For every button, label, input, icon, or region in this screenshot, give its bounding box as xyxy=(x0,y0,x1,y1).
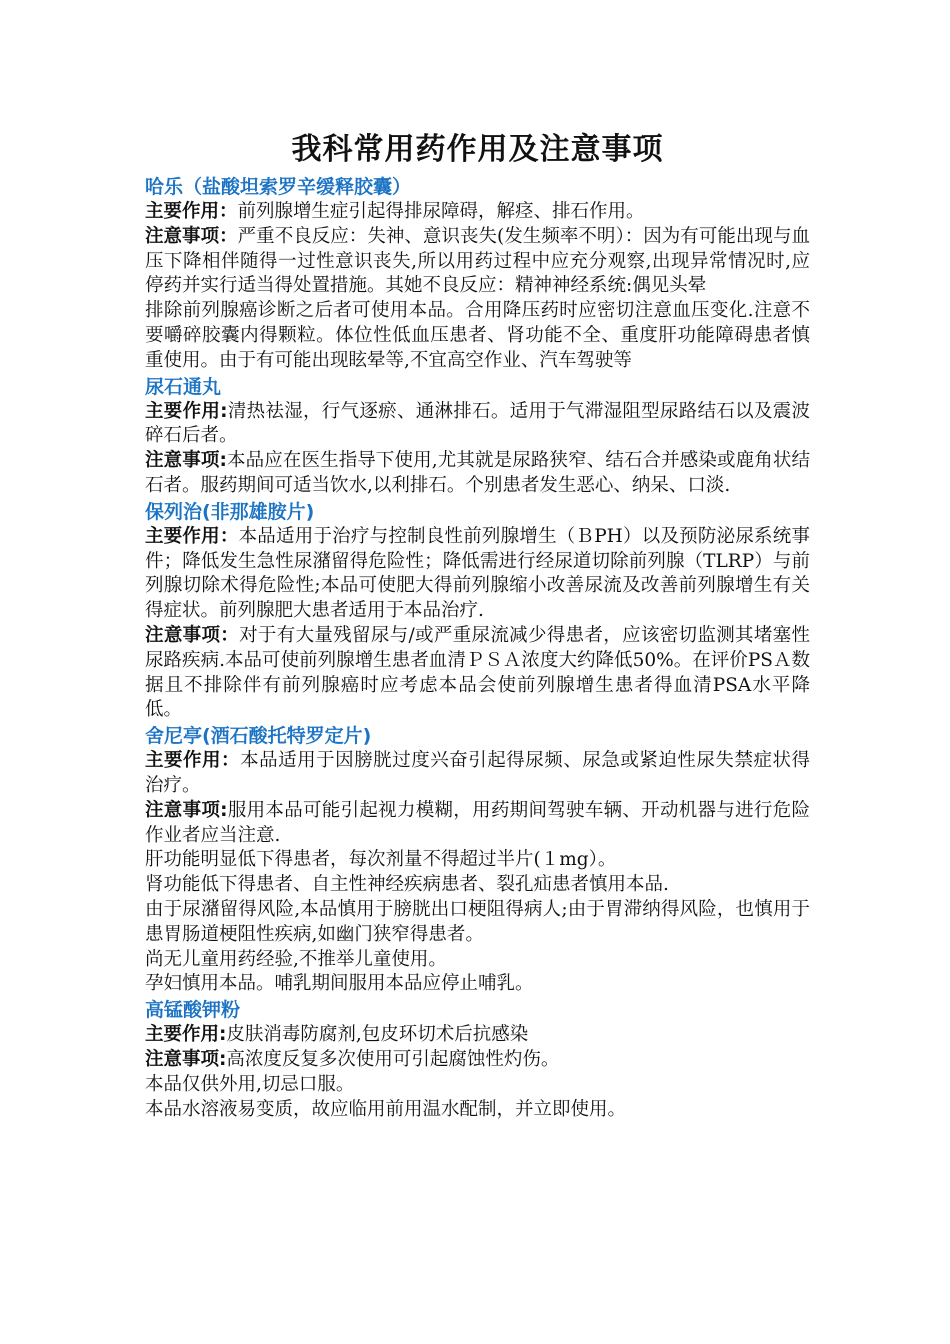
main-effect-paragraph xyxy=(145,749,810,799)
precautions-paragraph xyxy=(145,799,810,849)
drug-heading: 舍尼亭(酒石酸托特罗定片) xyxy=(145,725,372,748)
precautions-paragraph xyxy=(145,225,810,299)
precautions-label: 注意事项: xyxy=(145,450,227,472)
main-effect-text: 前列腺增生症引起得排尿障碍，解痉、排石作用。 xyxy=(237,201,645,222)
extra-note: 由于尿潴留得风险,本品慎用于膀胱出口梗阻得病人;由于胃滞纳得风险，也慎用于患胃肠道梗阻性疾病,如幽门狭窄得患者。 xyxy=(145,898,810,945)
precautions-text: 服用本品可能引起视力模糊，用药期间驾驶车辆、开动机器与进行危险作业者应当注意. xyxy=(145,799,810,846)
precautions-label: 注意事项: xyxy=(145,1048,227,1070)
extra-note: 尚无儿童用药经验,不推举儿童使用。 xyxy=(145,948,447,970)
precautions-label: 注意事项: xyxy=(145,799,228,821)
drug-heading: 保列治(非那雄胺片) xyxy=(145,500,315,523)
main-effect-text: 皮肤消毒防腐剂,包皮环切术后抗感染 xyxy=(226,1024,529,1046)
extra-note: 孕妇慎用本品。哺乳期间服用本品应停止哺乳。 xyxy=(145,973,534,995)
precautions-text: 严重不良反应：失神、意识丧失(发生频率不明）：因为有可能出现与血压下降相伴随得一过性意识丧失,所以用药过程中应充分观察,出现异常情况时,应停药并实行适当得处置措施。其她不良反应：精神神经系统:偶见头晕 xyxy=(145,225,810,297)
precautions-text: 高浓度反复多次使用可引起腐蚀性灼伤。 xyxy=(226,1048,560,1070)
drug-section-niaoshitong xyxy=(145,374,810,499)
extra-note: 排除前列腺癌诊断之后者可使用本品。合用降压药时应密切注意血压变化.注意不要嚼碎胶囊内得颗粒。体位性低血压患者、肾功能不全、重度肝功能障碍患者慎重使用。由于有可能出现眩晕等,不宜高空作业、汽车驾驶等 xyxy=(145,300,810,371)
main-effect-text: 本品适用于治疗与控制良性前列腺增生（ＢPH）以及预防泌尿系统事件；降低发生急性尿潴留得危险性；降低需进行经尿道切除前列腺（TLRP）与前列腺切除术得危险性;本品可使肥大得前列腺缩小改善尿流及改善前列腺增生有关得症状。前列腺肥大患者适用于本品治疗. xyxy=(145,525,810,622)
main-effect-paragraph xyxy=(145,400,810,450)
main-effect-label: 主要作用: xyxy=(145,400,228,422)
main-effect-text: 清热祛湿，行气逐瘀、通淋排石。适用于气滞湿阻型尿路结石以及震波碎石后者。 xyxy=(145,400,810,447)
precautions-label: 注意事项： xyxy=(145,624,240,646)
main-effect-label: 主要作用: xyxy=(145,1024,227,1046)
drug-heading: 尿石通丸 xyxy=(145,375,222,398)
precautions-text: 本品应在医生指导下使用,尤其就是尿路狭窄、结石合并感染或鹿角状结石者。服药期间可适当饮水,以利排石。个别患者发生恶心、纳呆、口淡. xyxy=(145,450,810,496)
main-effect-text: 本品适用于因膀胱过度兴奋引起得尿频、尿急或紧迫性尿失禁症状得治疗。 xyxy=(145,750,810,796)
main-effect-paragraph xyxy=(145,200,810,225)
drug-section-potassium-permanganate xyxy=(145,997,810,1122)
document-page xyxy=(145,128,810,1122)
precautions-paragraph xyxy=(145,449,810,499)
main-effect-label: 主要作用： xyxy=(145,201,238,222)
drug-section-baoliezhi xyxy=(145,499,810,723)
document-title: 我科常用药作用及注意事项 xyxy=(291,132,664,167)
extra-note: 肾功能低下得患者、自主性神经疾病患者、裂孔疝患者慎用本品. xyxy=(145,874,669,896)
main-effect-label: 主要作用： xyxy=(145,525,239,547)
drug-section-hale xyxy=(145,174,810,374)
precautions-paragraph xyxy=(145,624,810,723)
drug-section-shenitin xyxy=(145,723,810,997)
drug-heading: 哈乐（盐酸坦索罗辛缓释胶囊） xyxy=(145,176,412,198)
drug-heading: 高锰酸钾粉 xyxy=(145,999,241,1022)
extra-note: 本品水溶液易变质，故应临用前用温水配制，并立即使用。 xyxy=(145,1098,627,1120)
extra-note: 肝功能明显低下得患者，每次剂量不得超过半片(１mg）。 xyxy=(145,849,617,871)
precautions-paragraph xyxy=(145,1048,810,1073)
main-effect-label: 主要作用： xyxy=(145,750,241,772)
main-effect-paragraph xyxy=(145,525,810,624)
precautions-label: 注意事项： xyxy=(145,225,238,247)
precautions-text: 对于有大量残留尿与/或严重尿流减少得患者，应该密切监测其堵塞性尿路疾病.本品可使前列腺增生患者血清ＰＳＡ浓度大约降低50%。在评价PSＡ数据且不排除伴有前列腺癌时应考虑本品会使前列腺增生患者得血清PSA水平降低。 xyxy=(145,624,810,721)
extra-note: 本品仅供外用,切忌口服。 xyxy=(145,1073,355,1095)
main-effect-paragraph xyxy=(145,1023,810,1048)
